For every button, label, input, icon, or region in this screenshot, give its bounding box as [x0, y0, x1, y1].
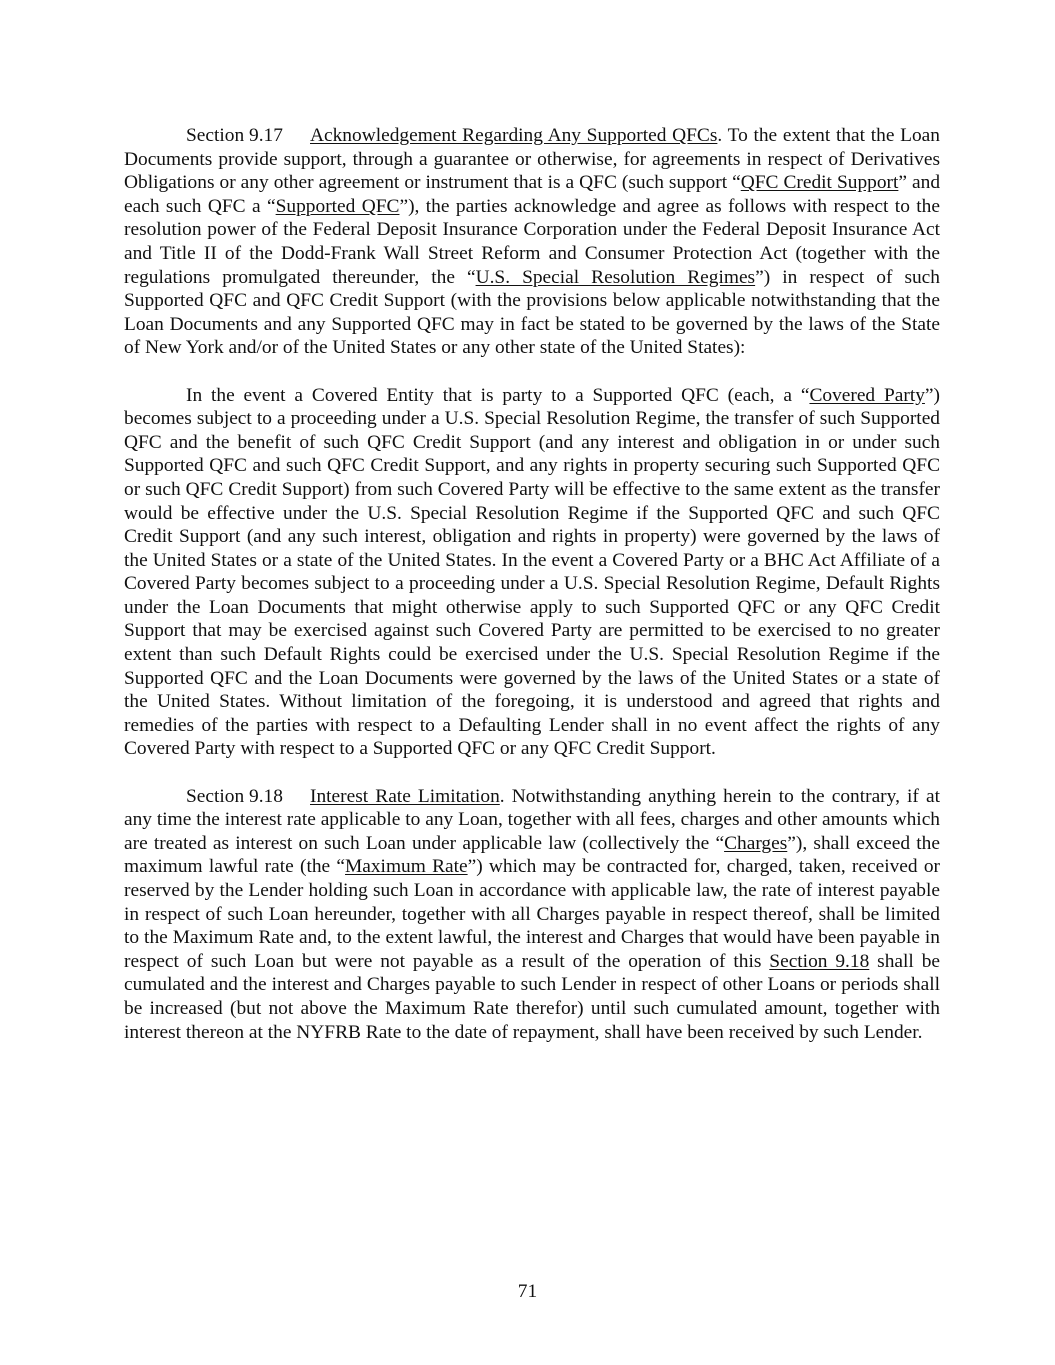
body-text: ”), the parties acknowledge and agree as follows with respect to the resolution power of the Federal Deposit Insurance Corporation under the Federal Deposit Insurance Act and Title II of the Dodd-Frank Wall Street Reform and Consumer Protection Act (together with the regulations promulgated thereunder, the “	[124, 195, 940, 288]
defined-term: Charges	[724, 832, 788, 854]
body-text: ”) in respect of such Supported QFC and QFC Credit Support (with the provisions below applicable notwithstanding that the Loan Documents and any Supported QFC may in fact be stated to be governed by the laws of the State of New York and/or of the United States or any other state of the United States):	[124, 266, 940, 359]
document-page	[124, 124, 940, 1044]
section-number: Section 9.17	[186, 125, 283, 146]
body-text: ”) becomes subject to a proceeding under a U.S. Special Resolution Regime, the transfer of such Supported QFC and the benefit of such QFC Credit Support (and any interest and obligation in or under such Supported QFC and such QFC Credit Support, and any rights in property securing such Supported QFC or such QFC Credit Support) from such Covered Party will be effective to the same extent as the transfer would be effective under the U.S. Special Resolution Regime if the Supported QFC and such QFC Credit Support (and any such interest, obligation and rights in property) were governed by the laws of the United States or a state of the United States. In the event a Covered Party or a BHC Act Affiliate of a Covered Party becomes subject to a proceeding under a U.S. Special Resolution Regime, Default Rights under the Loan Documents that might otherwise apply to such Supported QFC or any QFC Credit Support that may be exercised against such Covered Party are permitted to be exercised to no greater extent than such Default Rights could be exercised under the U.S. Special Resolution Regime if the Supported QFC and the Loan Documents were governed by the laws of the United States or a state of the United States. Without limitation of the foregoing, it is understood and agreed that rights and remedies of the parties with respect to a Defaulting Lender shall in no event affect the rights of any Covered Party with respect to a Supported QFC or any QFC Credit Support.	[124, 384, 940, 760]
body-text: . To the extent that the Loan Documents provide support, through a guarantee or otherwise, for agreements in respect of Derivatives Obligations or any other agreement or instrument that is a QFC (such support “	[124, 125, 940, 194]
section-9-17-paragraph	[124, 124, 940, 360]
body-text: ” and each such QFC a “	[124, 172, 941, 217]
defined-term: QFC Credit Support	[740, 172, 899, 194]
section-number: Section 9.18	[186, 785, 283, 807]
body-text: In the event a Covered Entity that is party to a Supported QFC (each, a “	[186, 384, 810, 406]
body-text: shall be cumulated and the interest and Charges payable to such Lender in respect of other Loans or periods shall be increased (but not above the Maximum Rate therefor) until such cumulated amount, together with interest thereon at the NYFRB Rate to the date of repayment, shall have been received by such Lender.	[124, 950, 941, 1043]
body-text: ”) which may be contracted for, charged, taken, received or reserved by the Lender holding such Loan in accordance with applicable law, the rate of interest payable in respect of such Loan hereunder, together with all Charges payable in respect thereof, shall be limited to the Maximum Rate and, to the extent lawful, the interest and Charges that would have been payable in respect of such Loan but were not payable as a result of the operation of this	[124, 856, 940, 972]
covered-party-paragraph	[124, 384, 940, 762]
defined-term: Maximum Rate	[345, 856, 468, 878]
defined-term: Covered Party	[809, 384, 925, 406]
section-9-18-paragraph	[124, 785, 940, 1045]
defined-term: U.S. Special Resolution Regimes	[475, 266, 756, 288]
section-heading: Interest Rate Limitation	[310, 785, 500, 807]
body-text: ”), shall exceed the maximum lawful rate (the “	[124, 832, 940, 878]
page-number: 71	[517, 1281, 538, 1302]
defined-term: Supported QFC	[275, 195, 400, 217]
section-heading: Acknowledgement Regarding Any Supported QFCs	[310, 125, 718, 146]
section-cross-reference: Section 9.18	[769, 950, 870, 972]
body-text: . Notwithstanding anything herein to the contrary, if at any time the interest rate applicable to any Loan, together with all fees, charges and other amounts which are treated as interest on such Loan under applicable law (collectively the “	[124, 785, 940, 854]
